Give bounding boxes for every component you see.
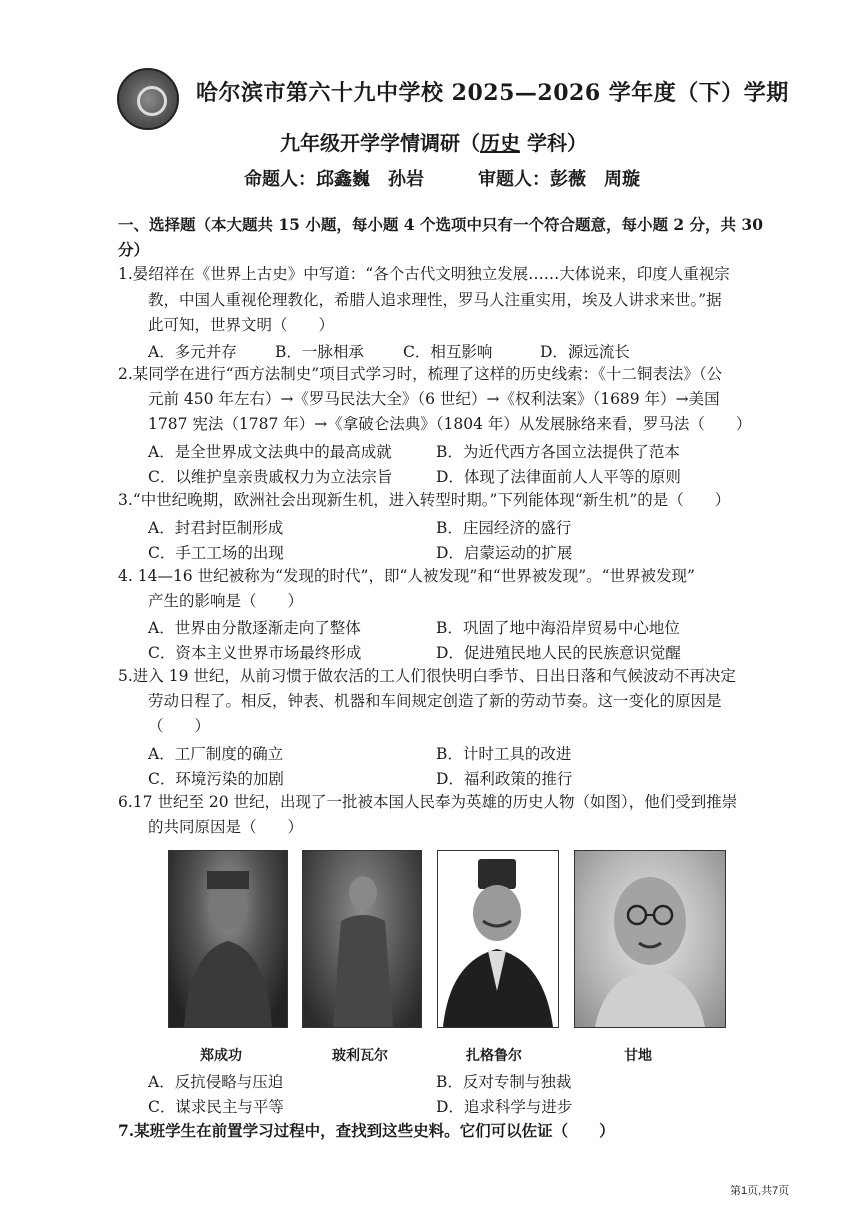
q1-option-b: B．一脉相承 (275, 343, 364, 361)
subtitle-prefix: 九年级开学学情调研（ (280, 131, 480, 155)
q2-line3: 1787 宪法（1787 年）→《拿破仑法典》（1804 年）从发展脉络来看，罗马法（ ） (148, 415, 752, 433)
q6-line1: 6.17 世纪至 20 世纪，出现了一批被本国人民奉为英雄的历史人物（如图），他们受到推崇 (118, 793, 738, 811)
q4-option-c: C．资本主义世界市场最终形成 (148, 644, 362, 662)
q2-line1: 2.某同学在进行“西方法制史”项目式学习时，梳理了这样的历史线索：《十二铜表法》（公 (118, 365, 723, 383)
portrait-zaghloul (437, 850, 559, 1028)
q4-option-a: A．世界由分散逐渐走向了整体 (148, 619, 361, 637)
portrait-figure-icon (438, 851, 558, 1027)
q1-option-d: D．源远流长 (540, 343, 630, 361)
q5-option-d: D．福利政策的推行 (436, 770, 573, 788)
subject-name: 历史 (480, 131, 520, 155)
section-heading-line2: 分） (118, 240, 150, 259)
caption-gandhi: 甘地 (624, 1048, 652, 1064)
q1-line3: 此可知，世界文明（ ） (148, 316, 335, 334)
caption-bolivar: 玻利瓦尔 (332, 1048, 388, 1064)
q3-option-b: B．庄园经济的盛行 (436, 519, 572, 537)
portrait-figure-icon (575, 851, 725, 1027)
exam-subtitle (280, 127, 587, 156)
q1-line2: 教，中国人重视伦理教化，希腊人追求理性，罗马人注重实用，埃及人讲求来世。”据 (148, 291, 722, 309)
portrait-zheng-chenggong (168, 850, 288, 1028)
q2-option-c: C．以维护皇亲贵戚权力为立法宗旨 (148, 468, 393, 486)
portrait-figure-icon (169, 851, 287, 1027)
subtitle-suffix: 学科） (520, 131, 587, 155)
q5-option-b: B．计时工具的改进 (436, 745, 572, 763)
q3-option-d: D．启蒙运动的扩展 (436, 544, 573, 562)
q5-option-a: A．工厂制度的确立 (148, 745, 284, 763)
portrait-bolivar (302, 850, 422, 1028)
q4-line2: 产生的影响是（ ） (148, 592, 304, 610)
q4-option-d: D．促进殖民地人民的民族意识觉醒 (436, 644, 681, 662)
q4-line1: 4. 14—16 世纪被称为“发现的时代”，即“人被发现”和“世界被发现”。“世界被发现” (118, 567, 695, 585)
page-title: 哈尔滨市第六十九中学校 2025—2026 学年度（下）学期 (196, 80, 789, 106)
q2-line2: 元前 450 年左右）→《罗马民法大全》（6 世纪）→《权利法案》（1689 年）→美国 (148, 390, 720, 408)
q5-line2: 劳动日程了。相反，钟表、机器和车间规定创造了新的劳动节奏。这一变化的原因是 (148, 692, 722, 710)
q1-line1: 1.晏绍祥在《世界上古史》中写道：“各个古代文明独立发展……大体说来，印度人重视宗 (118, 265, 730, 283)
q5-line3: （ ） (148, 717, 211, 735)
q6-option-b: B．反对专制与独裁 (436, 1073, 572, 1091)
section-heading-line1: 一、选择题（本大题共 15 小题，每小题 4 个选项中只有一个符合题意，每小题 2 分，共 30 (118, 215, 763, 234)
authors-line: 命题人：邱鑫巍 孙岩 审题人：彭薇 周璇 (244, 169, 640, 190)
q6-option-c: C．谋求民主与平等 (148, 1098, 284, 1116)
q2-option-b: B．为近代西方各国立法提供了范本 (436, 443, 680, 461)
q1-option-a: A．多元并存 (148, 343, 237, 361)
q3-option-c: C．手工工场的出现 (148, 544, 284, 562)
portrait-figure-icon (303, 851, 421, 1027)
q5-line1: 5.进入 19 世纪，从前习惯于做农活的工人们很快明白季节、日出日落和气候波动不再决定 (118, 667, 736, 685)
q6-option-d: D．追求科学与进步 (436, 1098, 573, 1116)
page-number: 第1页,共7页 (730, 1185, 790, 1197)
q2-option-a: A．是全世界成文法典中的最高成就 (148, 443, 392, 461)
q1-option-c: C．相互影响 (403, 343, 493, 361)
q4-option-b: B．巩固了地中海沿岸贸易中心地位 (436, 619, 680, 637)
q7-line1: 7.某班学生在前置学习过程中，查找到这些史料。它们可以佐证（ ） (118, 1121, 615, 1140)
caption-zaghloul: 扎格鲁尔 (466, 1048, 522, 1064)
portrait-gandhi (574, 850, 726, 1028)
q3-option-a: A．封君封臣制形成 (148, 519, 284, 537)
caption-zheng-chenggong: 郑成功 (200, 1048, 242, 1064)
q2-option-d: D．体现了法律面前人人平等的原则 (436, 468, 681, 486)
q6-option-a: A．反抗侵略与压迫 (148, 1073, 284, 1091)
q6-line2: 的共同原因是（ ） (148, 818, 304, 836)
q5-option-c: C．环境污染的加剧 (148, 770, 284, 788)
school-seal-icon (117, 68, 179, 130)
q3-line1: 3.“中世纪晚期，欧洲社会出现新生机，进入转型时期。”下列能体现“新生机”的是（ ） (118, 491, 731, 509)
